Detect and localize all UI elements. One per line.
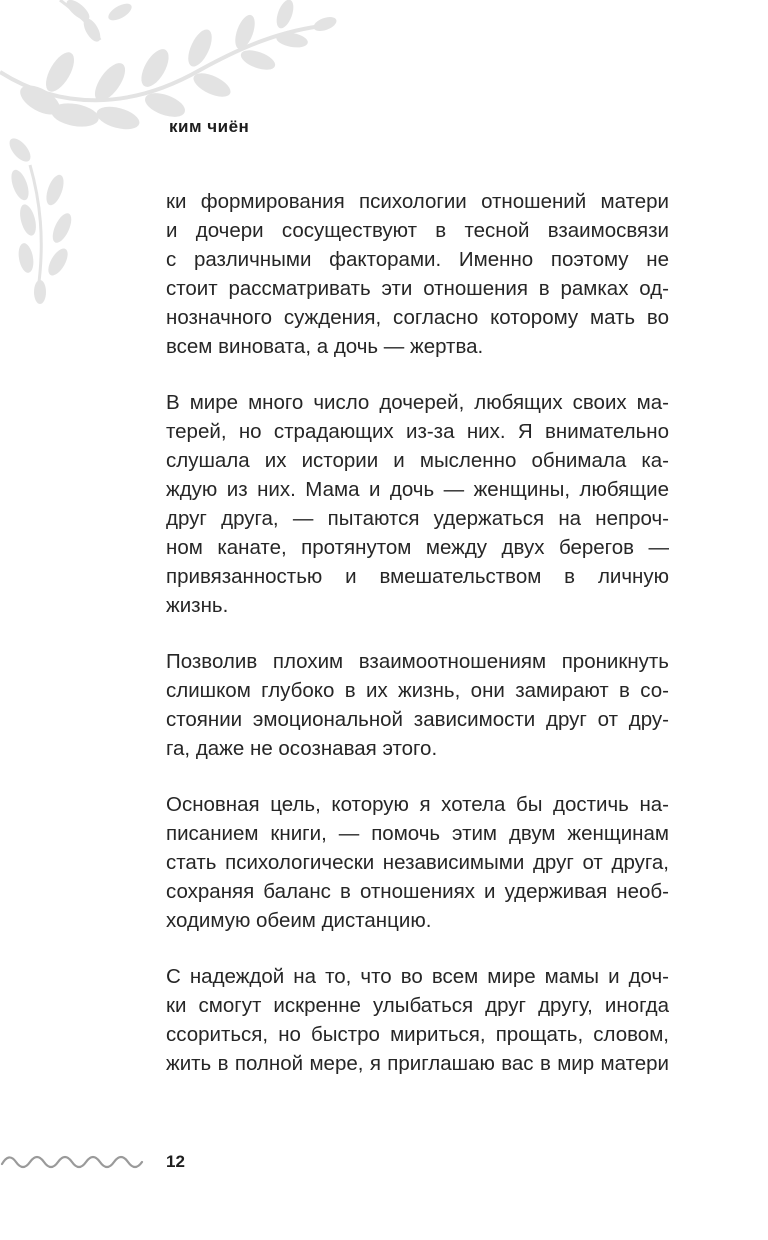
text-line: га, даже не осознавая этого. <box>166 737 438 760</box>
text-line: Основная цель, которую я хотела бы достичь на- <box>166 793 669 816</box>
paragraph <box>166 962 669 1078</box>
text-line: ки смогут искренне улыбаться друг другу, иногда <box>166 994 669 1017</box>
paragraph <box>166 187 669 361</box>
text-line: слушала их истории и мысленно обнимала ка- <box>166 449 669 472</box>
text-line: С надеждой на то, что во всем мире мамы и доч- <box>166 965 669 988</box>
text-line: друг друга, — пытаются удержаться на непроч- <box>166 507 669 530</box>
text-line: сохраняя баланс в отношениях и удерживая необ- <box>166 880 669 903</box>
text-line: писанием книги, — помочь этим двум женщинам <box>166 822 669 845</box>
text-line: терей, но страдающих из-за них. Я внимательно <box>166 420 669 443</box>
text-line: и дочери сосуществуют в тесной взаимосвязи <box>166 219 669 242</box>
page-body <box>166 187 669 1105</box>
text-line: жизнь. <box>166 594 229 617</box>
page-number: 12 <box>166 1152 185 1171</box>
text-line: привязанностью и вмешательством в личную <box>166 565 669 588</box>
text-line: В мире много число дочерей, любящих своих ма- <box>166 391 669 414</box>
text-line: нозначного суждения, согласно которому мать во <box>166 306 669 329</box>
paragraph <box>166 647 669 763</box>
text-line: жить в полной мере, я приглашаю вас в мир матери <box>166 1052 669 1075</box>
paragraph <box>166 388 669 620</box>
text-line: ном канате, протянутом между двух берегов — <box>166 536 669 559</box>
text-line: Позволив плохим взаимоотношениям проникнуть <box>166 650 669 673</box>
running-header-author: ким чиён <box>169 117 250 136</box>
text-line: ки формирования психологии отношений матери <box>166 190 669 213</box>
text-line: всем виновата, а дочь — жертва. <box>166 335 484 358</box>
text-line: стоит рассматривать эти отношения в рамках од- <box>166 277 669 300</box>
text-line: слишком глубоко в их жизнь, они замирают в со- <box>166 679 669 702</box>
text-line: ждую из них. Мама и дочь — женщины, любящие <box>166 478 669 501</box>
text-line: с различными факторами. Именно поэтому не <box>166 248 669 271</box>
text-line: ходимую обеим дистанцию. <box>166 909 432 932</box>
text-line: ссориться, но быстро мириться, прощать, словом, <box>166 1023 669 1046</box>
text-line: стать психологически независимыми друг от друга, <box>166 851 669 874</box>
paragraph <box>166 790 669 935</box>
text-line: стоянии эмоциональной зависимости друг от дру- <box>166 708 669 731</box>
wave-line-ornament-icon <box>0 1150 145 1174</box>
